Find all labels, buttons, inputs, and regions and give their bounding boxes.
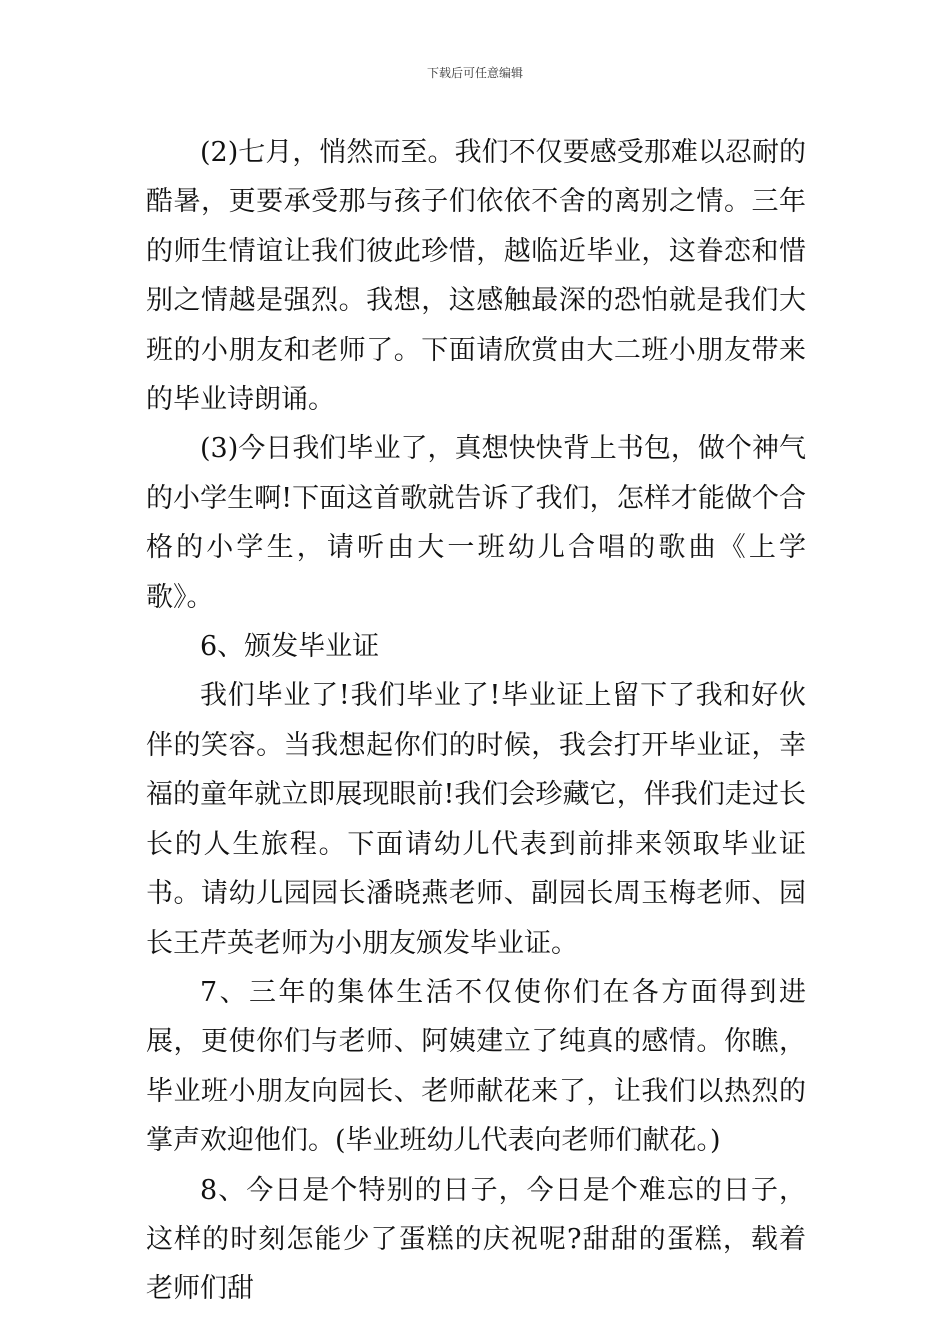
document-body xyxy=(146,128,806,1314)
paragraph-3: (3)今日我们毕业了，真想快快背上书包，做个神气的小学生啊!下面这首歌就告诉了我们，怎样才能做个合格的小学生，请听由大一班幼儿合唱的歌曲《上学歌》。 xyxy=(146,433,806,613)
section-heading-6: 6、颁发毕业证 xyxy=(200,631,380,663)
paragraph-8: 8、今日是个特别的日子，今日是个难忘的日子，这样的时刻怎能少了蛋糕的庆祝呢?甜甜的蛋糕，载着老师们甜 xyxy=(146,1174,806,1305)
page-header: 下载后可任意编辑 xyxy=(426,66,523,80)
paragraph-2: (2)七月，悄然而至。我们不仅要感受那难以忍耐的酷暑，更要承受那与孩子们依依不舍的离别之情。三年的师生情谊让我们彼此珍惜，越临近毕业，这眷恋和惜别之情越是强烈。我想，这感触最深的恐怕就是我们大班的小朋友和老师了。下面请欣赏由大二班小朋友带来的毕业诗朗诵。 xyxy=(146,137,806,416)
paragraph-graduation-certificate: 我们毕业了!我们毕业了!毕业证上留下了我和好伙伴的笑容。当我想起你们的时候，我会打开毕业证，幸福的童年就立即展现眼前!我们会珍藏它，伴我们走过长长的人生旅程。下面请幼儿代表到前排来领取毕业证书。请幼儿园园长潘晓燕老师、副园长周玉梅老师、园长王芹英老师为小朋友颁发毕业证。 xyxy=(146,680,806,959)
paragraph-7: 7、三年的集体生活不仅使你们在各方面得到进展，更使你们与老师、阿姨建立了纯真的感情。你瞧，毕业班小朋友向园长、老师献花来了，让我们以热烈的掌声欢迎他们。(毕业班幼儿代表向老师们献花。) xyxy=(146,976,806,1157)
